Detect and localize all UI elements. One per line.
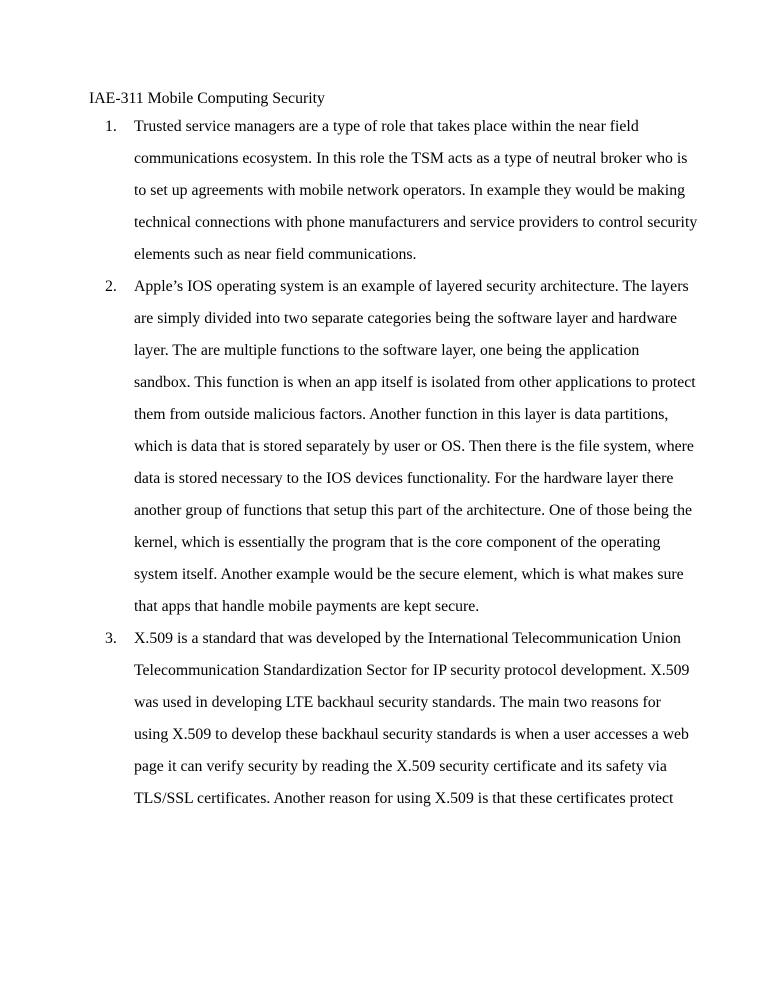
paragraph-line: X.509 is a standard that was developed by the International Telecommunication Union — [134, 630, 681, 647]
paragraph-line: page it can verify security by reading the X.509 security certificate and its safety via — [134, 758, 667, 775]
paragraph-line: that apps that handle mobile payments are kept secure. — [134, 598, 480, 615]
paragraph-line: sandbox. This function is when an app itself is isolated from other applications to protect — [134, 374, 696, 391]
document-title: IAE-311 Mobile Computing Security — [89, 90, 325, 107]
paragraph-line: elements such as near field communications. — [134, 246, 417, 263]
paragraph-line: layer. The are multiple functions to the software layer, one being the application — [134, 342, 640, 359]
paragraph-line: technical connections with phone manufacturers and service providers to control security — [134, 214, 698, 231]
list-item-number: 3. — [105, 630, 117, 647]
paragraph-line: them from outside malicious factors. Another function in this layer is data partitions, — [134, 406, 669, 423]
paragraph-line: Trusted service managers are a type of role that takes place within the near field — [134, 118, 639, 135]
paragraph-line: Telecommunication Standardization Sector for IP security protocol development. X.509 — [134, 662, 690, 679]
paragraph-line: system itself. Another example would be the secure element, which is what makes sure — [134, 566, 684, 583]
list-item-number: 2. — [105, 278, 117, 295]
paragraph-line: was used in developing LTE backhaul security standards. The main two reasons for — [134, 694, 661, 711]
paragraph-line: Apple’s IOS operating system is an example of layered security architecture. The layers — [134, 278, 689, 295]
paragraph-line: which is data that is stored separately by user or OS. Then there is the file system, where — [134, 438, 694, 455]
list-item-number: 1. — [105, 118, 117, 135]
paragraph-line: communications ecosystem. In this role the TSM acts as a type of neutral broker who is — [134, 150, 688, 167]
paragraph-line: using X.509 to develop these backhaul security standards is when a user accesses a web — [134, 726, 689, 743]
paragraph-line: TLS/SSL certificates. Another reason for using X.509 is that these certificates protect — [134, 790, 674, 807]
paragraph-line: kernel, which is essentially the program that is the core component of the operating — [134, 534, 661, 551]
paragraph-line: to set up agreements with mobile network operators. In example they would be making — [134, 182, 685, 199]
paragraph-line: are simply divided into two separate categories being the software layer and hardware — [134, 310, 678, 327]
paragraph-line: data is stored necessary to the IOS devices functionality. For the hardware layer there — [134, 470, 674, 487]
paragraph-line: another group of functions that setup this part of the architecture. One of those being the — [134, 502, 692, 519]
